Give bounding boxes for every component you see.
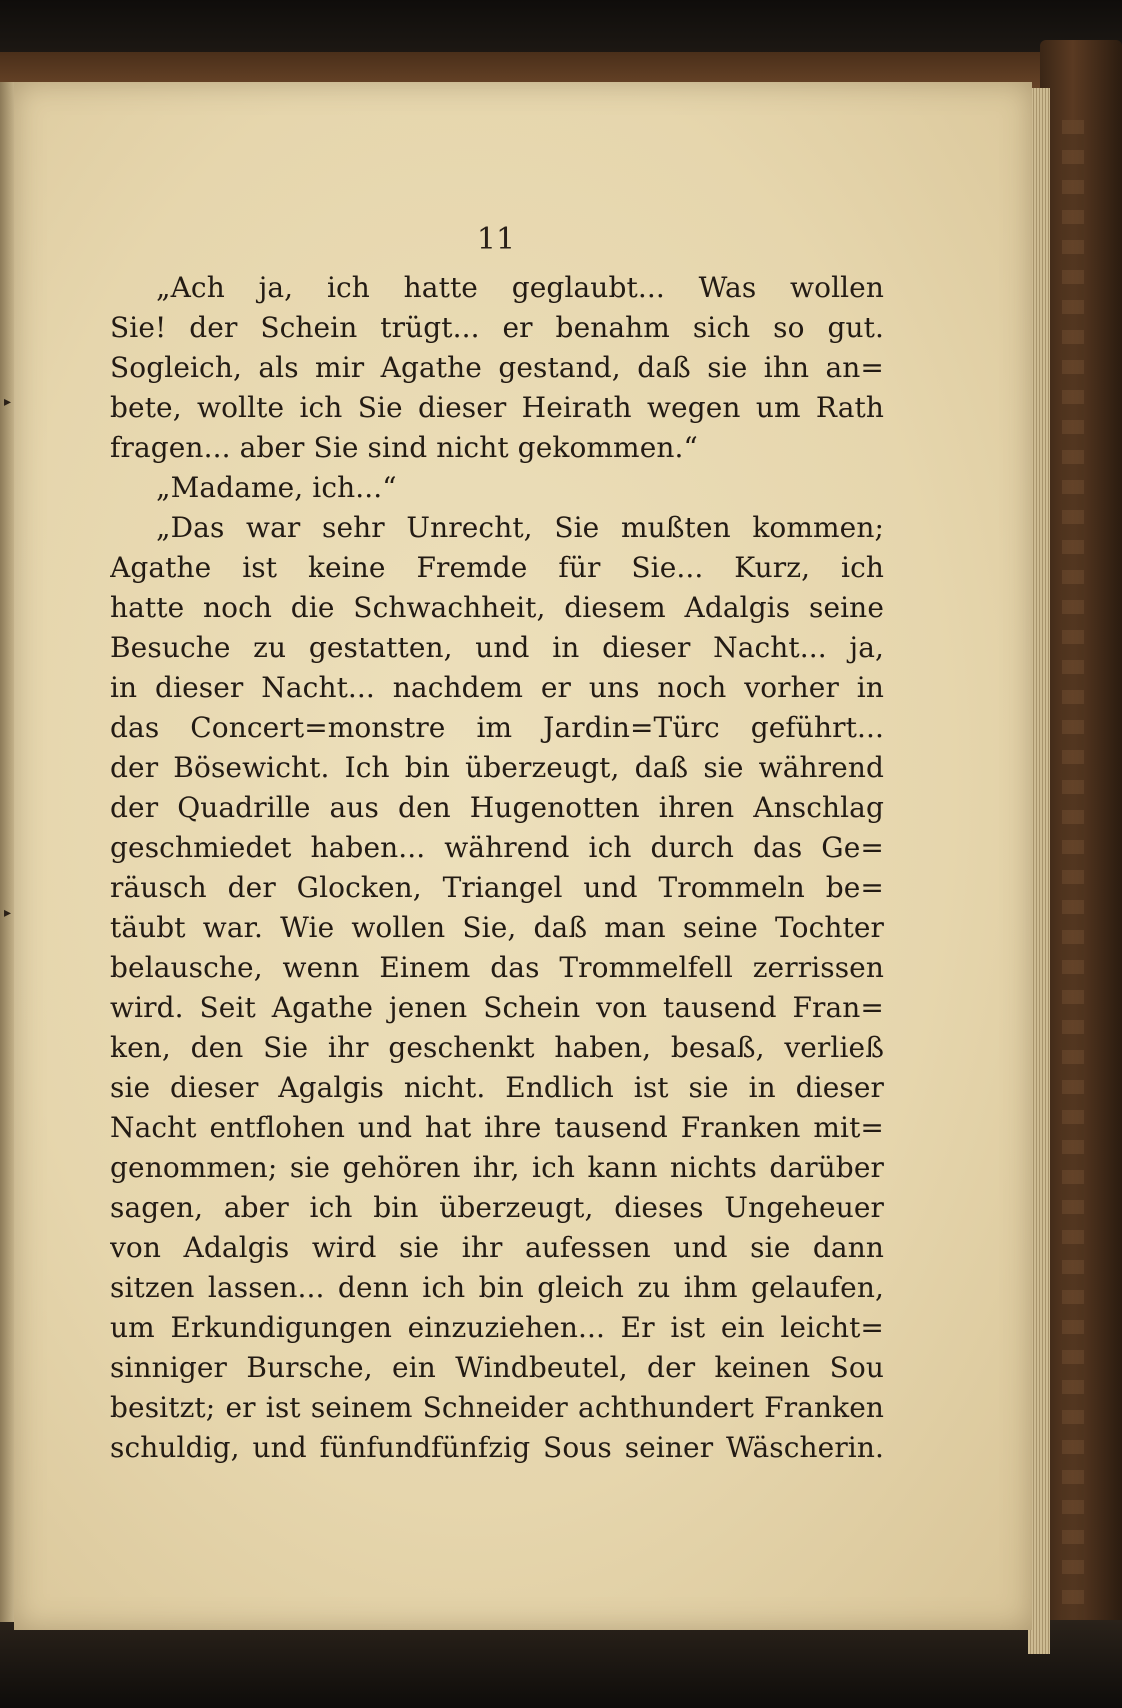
text-line: bete, wollte ich Sie dieser Heirath wegen um Rath bbox=[110, 391, 884, 424]
text-line: Agathe ist keine Fremde für Sie... Kurz, ich bbox=[110, 551, 884, 584]
text-line: „Madame, ich...“ bbox=[156, 471, 397, 504]
book-page bbox=[14, 82, 1032, 1630]
text-line: besitzt; er ist seinem Schneider achthundert Franken bbox=[110, 1391, 884, 1424]
text-line: Sie! der Schein trügt... er benahm sich so gut. bbox=[110, 311, 884, 344]
text-line: sie dieser Agalgis nicht. Endlich ist sie in dieser bbox=[110, 1071, 884, 1104]
text-line: in dieser Nacht... nachdem er uns noch vorher in bbox=[110, 671, 884, 704]
text-line: schuldig, und fünfundfünfzig Sous seiner Wäscherin. bbox=[110, 1431, 884, 1464]
text-line: belausche, wenn Einem das Trommelfell zerrissen bbox=[110, 951, 884, 984]
text-line: sinniger Bursche, ein Windbeutel, der keinen Sou bbox=[110, 1351, 884, 1384]
text-line: das Concert=monstre im Jardin=Türc geführt... bbox=[110, 711, 884, 744]
text-line: täubt war. Wie wollen Sie, daß man seine Tochter bbox=[110, 911, 884, 944]
text-line: um Erkundigungen einzuziehen... Er ist ein leicht= bbox=[110, 1311, 884, 1344]
text-line: „Ach ja, ich hatte geglaubt... Was wollen bbox=[156, 271, 884, 304]
text-line: wird. Seit Agathe jenen Schein von tausend Fran= bbox=[110, 991, 884, 1024]
text-line: geschmiedet haben... während ich durch das Ge= bbox=[110, 831, 884, 864]
background-bottom bbox=[0, 1620, 1122, 1708]
page-body-text bbox=[110, 268, 884, 1468]
text-line: hatte noch die Schwachheit, diesem Adalgis seine bbox=[110, 591, 884, 624]
book-cover-texture bbox=[1062, 120, 1084, 1620]
page-number: 11 bbox=[476, 222, 516, 257]
text-line: Nacht entflohen und hat ihre tausend Franken mit= bbox=[110, 1111, 884, 1144]
text-line: sitzen lassen... denn ich bin gleich zu ihm gelaufen, bbox=[110, 1271, 884, 1304]
text-line: fragen... aber Sie sind nicht gekommen.“ bbox=[110, 431, 698, 464]
text-line: genommen; sie gehören ihr, ich kann nichts darüber bbox=[110, 1151, 884, 1184]
margin-mark-icon: ▸ bbox=[4, 905, 12, 921]
text-line: Besuche zu gestatten, und in dieser Nacht... ja, bbox=[110, 631, 884, 664]
text-line: Sogleich, als mir Agathe gestand, daß sie ihn an= bbox=[110, 351, 884, 384]
text-line: „Das war sehr Unrecht, Sie mußten kommen; bbox=[156, 511, 884, 544]
text-line: sagen, aber ich bin überzeugt, dieses Ungeheuer bbox=[110, 1191, 884, 1224]
text-line: ken, den Sie ihr geschenkt haben, besaß, verließ bbox=[110, 1031, 884, 1064]
text-line: räusch der Glocken, Triangel und Trommeln be= bbox=[110, 871, 884, 904]
text-line: der Bösewicht. Ich bin überzeugt, daß sie während bbox=[110, 751, 884, 784]
margin-mark-icon: ▸ bbox=[4, 394, 12, 410]
text-line: von Adalgis wird sie ihr aufessen und sie dann bbox=[110, 1231, 884, 1264]
text-line: der Quadrille aus den Hugenotten ihren Anschlag bbox=[110, 791, 884, 824]
